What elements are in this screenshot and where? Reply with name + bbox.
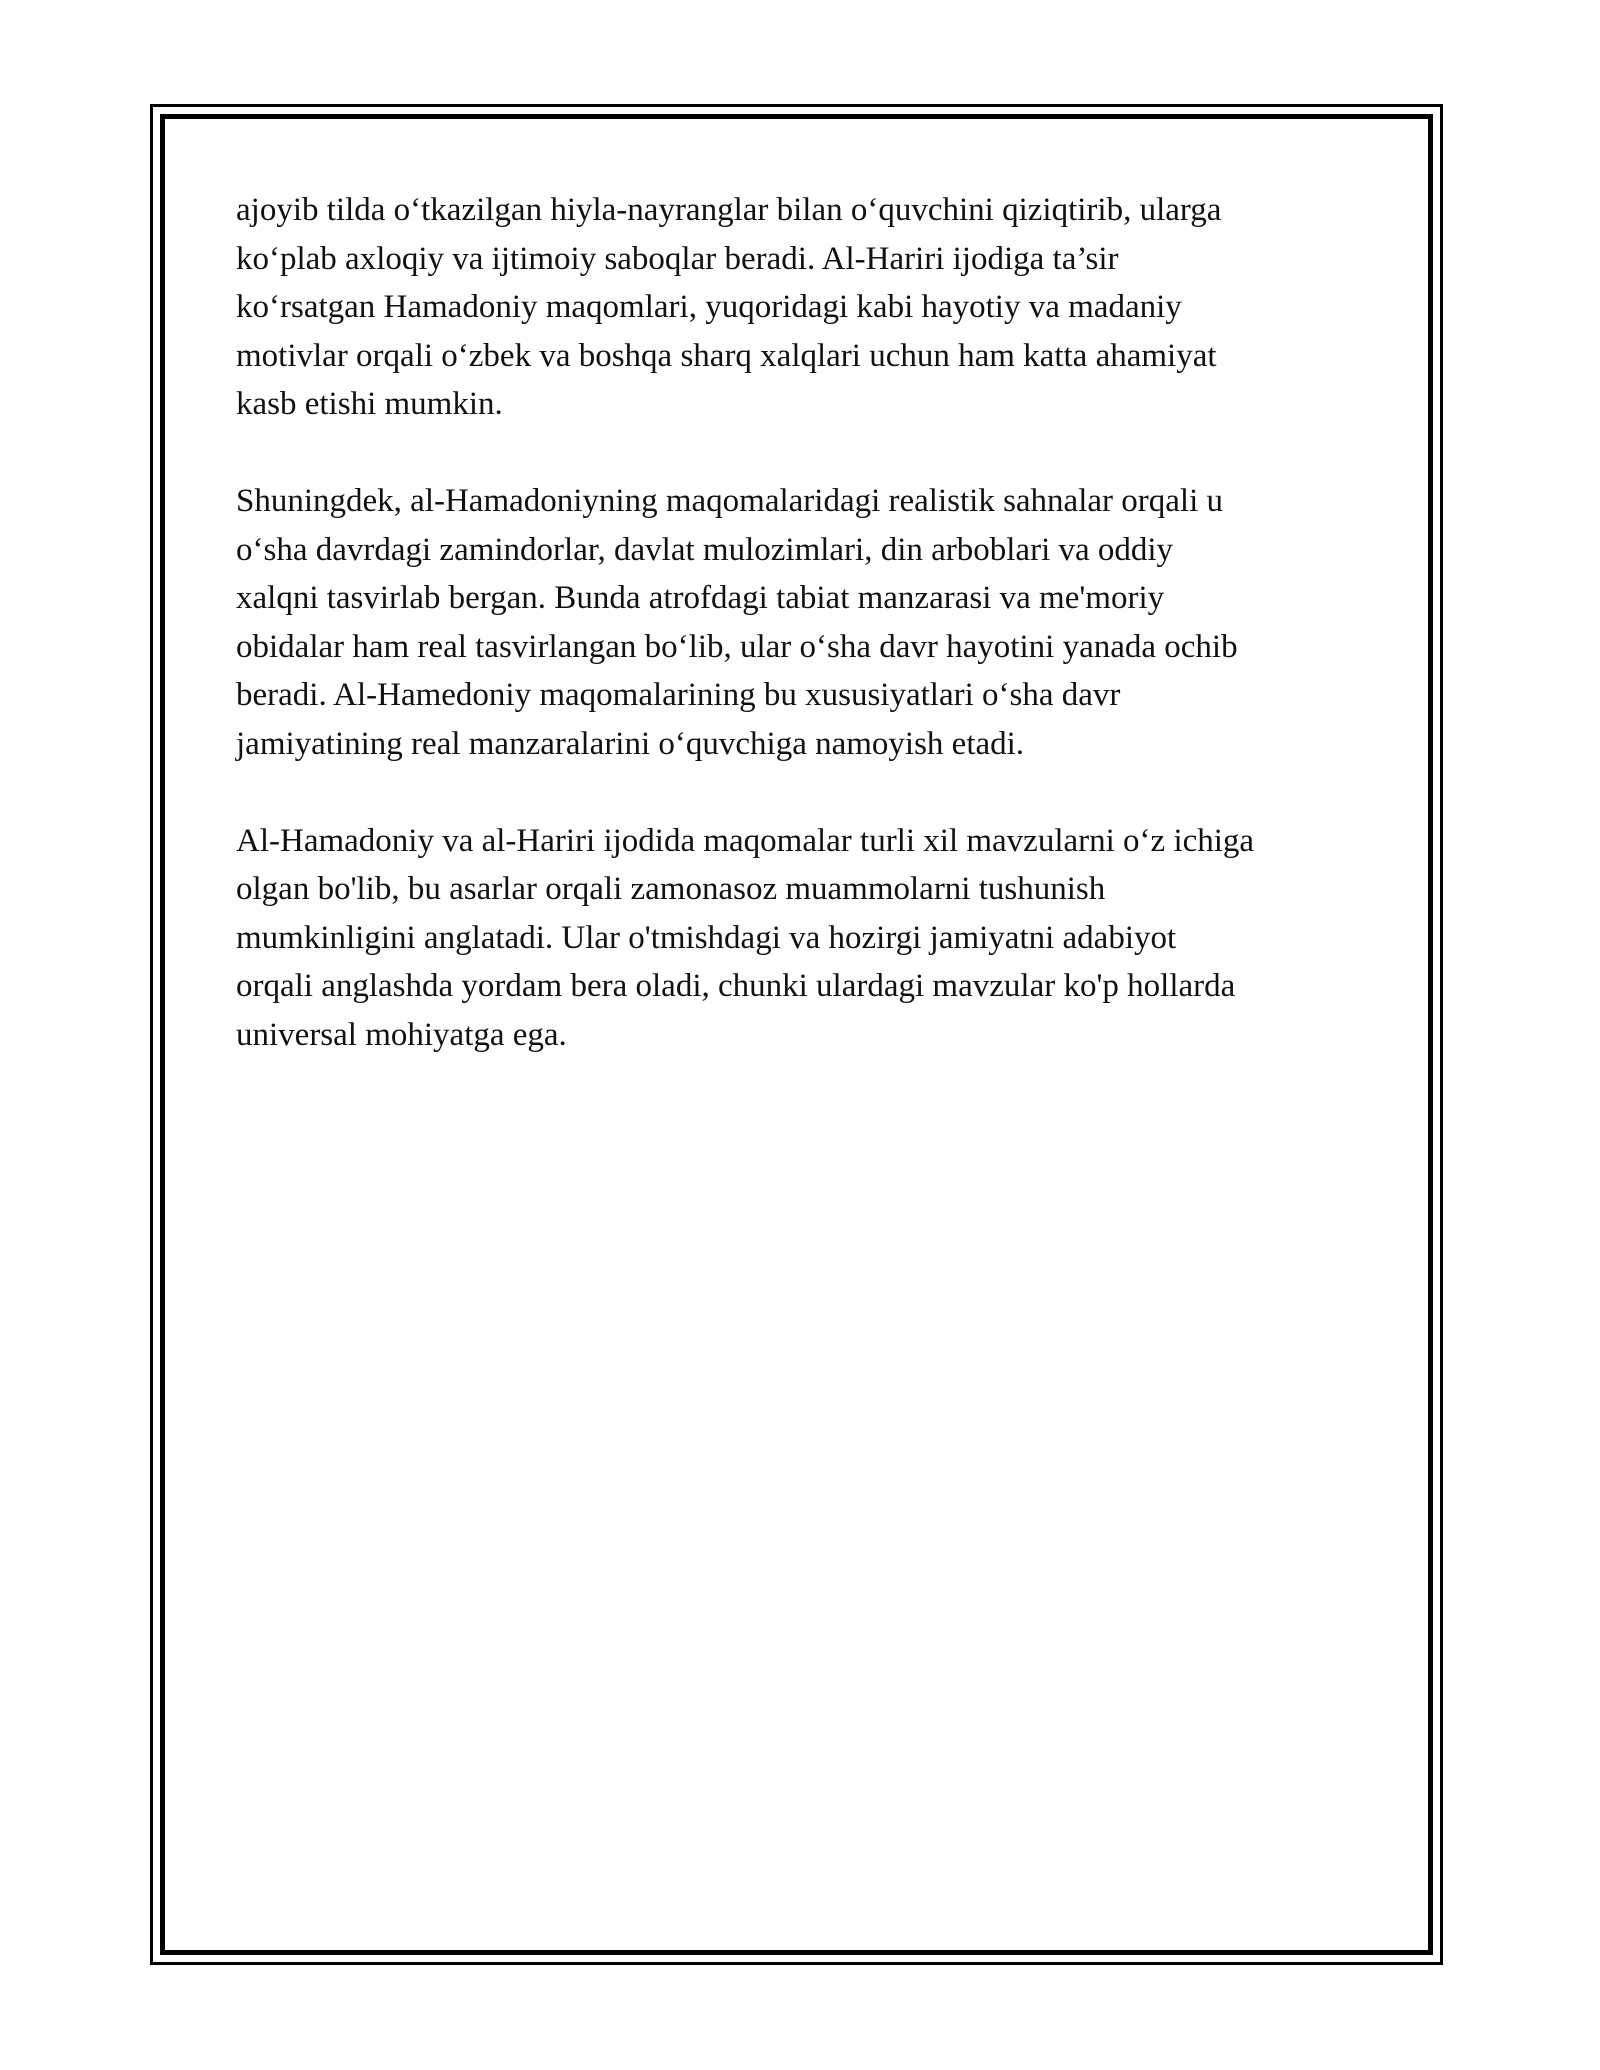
text-line: mumkinligini anglatadi. Ular o'tmishdagi va hozirgi jamiyatni adabiyot (236, 919, 1177, 956)
paragraph-3 (236, 817, 1386, 1060)
text-line: beradi. Al-Hamedoniy maqomalarining bu xususiyatlari o‘sha davr (236, 677, 1121, 713)
text-line: motivlar orqali o‘zbek va boshqa sharq xalqlari uchun ham katta ahamiyat (236, 337, 1217, 374)
text-line: Al-Hamadoniy va al-Hariri ijodida maqomalar turli xil mavzularni o‘z ichiga (236, 822, 1255, 859)
text-line: o‘sha davrdagi zamindorlar, davlat mulozimlari, din arboblari va oddiy (236, 531, 1174, 568)
text-line: jamiyatining real manzaralarini o‘quvchiga namoyish etadi. (236, 725, 1025, 762)
text-line: kasb etishi mumkin. (236, 386, 503, 422)
text-line: olgan bo'lib, bu asarlar orqali zamonasoz muammolarni tushunish (236, 871, 1106, 907)
text-line: ajoyib tilda o‘tkazilgan hiyla-nayranglar bilan o‘quvchini qiziqtirib, ularga (236, 192, 1222, 228)
text-line: orqali anglashda yordam bera oladi, chunki ulardagi mavzular ko'p hollarda (236, 968, 1236, 1004)
document-body (236, 186, 1386, 1108)
text-line: xalqni tasvirlab bergan. Bunda atrofdagi tabiat manzarasi va me'moriy (236, 580, 1165, 616)
text-line: universal mohiyatga ega. (236, 1016, 567, 1053)
text-line: ko‘plab axloqiy va ijtimoiy saboqlar beradi. Al-Hariri ijodiga ta’sir (236, 240, 1119, 277)
paragraph-2 (236, 477, 1386, 768)
text-line: ko‘rsatgan Hamadoniy maqomlari, yuqoridagi kabi hayotiy va madaniy (236, 289, 1182, 325)
text-line: obidalar ham real tasvirlangan bo‘lib, ular o‘sha davr hayotini yanada ochib (236, 628, 1238, 665)
paragraph-1 (236, 186, 1386, 429)
text-line: Shuningdek, al-Hamadoniyning maqomalaridagi realistik sahnalar orqali u (236, 483, 1223, 519)
